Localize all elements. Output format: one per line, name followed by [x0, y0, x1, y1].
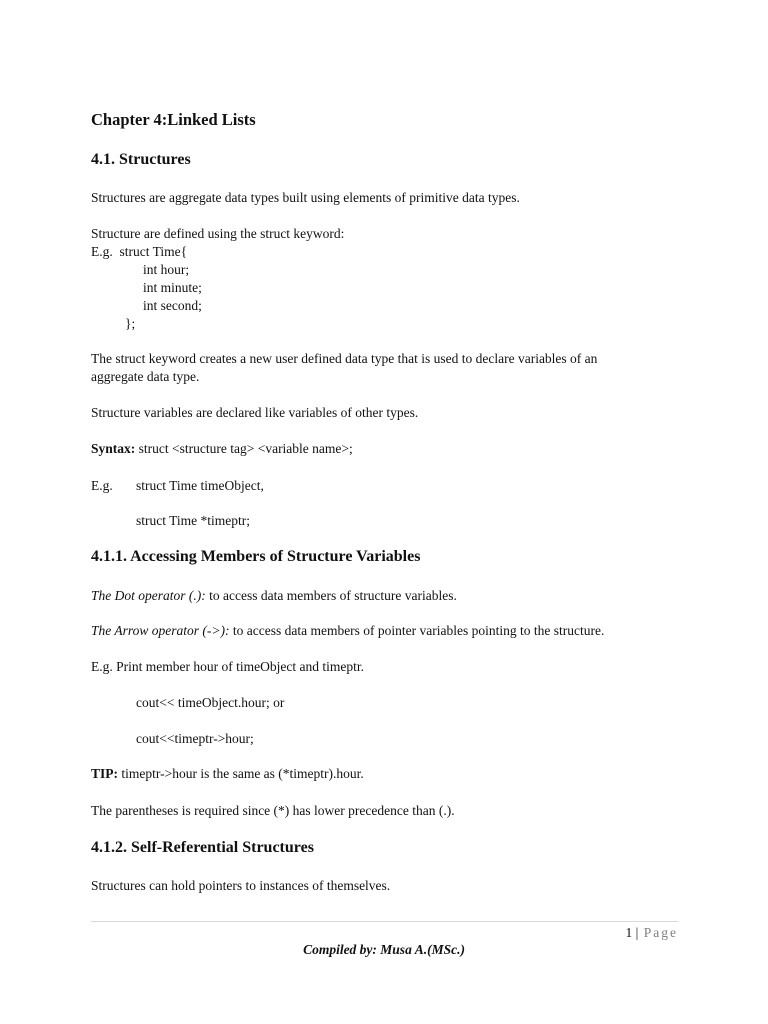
page-number-value: 1 | [625, 925, 639, 940]
code-line: int second; [143, 298, 202, 313]
page-word: Page [638, 925, 678, 940]
tip-label: TIP: [91, 766, 118, 781]
tip-text: timeptr->hour is the same as (*timeptr).hour. [118, 766, 364, 781]
code-line: cout<< timeObject.hour; or [136, 695, 285, 710]
chapter-title: Chapter 4:Linked Lists [91, 110, 256, 129]
page-number [626, 925, 678, 941]
syntax-label: Syntax: [91, 441, 136, 456]
example-line: struct Time *timeptr; [136, 513, 251, 528]
arrow-operator-text: to access data members of pointer variables pointing to the structure. [229, 623, 605, 638]
syntax-text: struct <structure tag> <variable name>; [135, 441, 353, 456]
example-line: struct Time timeObject, [136, 478, 264, 493]
section-heading-4-1-1: 4.1.1. Accessing Members of Structure Variables [91, 548, 421, 565]
document-page [91, 0, 681, 1024]
section-heading-4-1-2: 4.1.2. Self-Referential Structures [91, 839, 314, 856]
code-line: cout<<timeptr->hour; [136, 731, 254, 746]
arrow-operator-label: The Arrow operator (->): [91, 623, 230, 638]
footer-divider [91, 921, 678, 922]
code-line: int minute; [143, 280, 202, 295]
arrow-operator-line [91, 622, 604, 640]
paragraph: Structures are aggregate data types built using elements of primitive data types. [91, 190, 520, 205]
tip-line [91, 765, 364, 783]
paragraph: Structure are defined using the struct keyword: [91, 226, 345, 241]
footer-compiled-by: Compiled by: Musa A.(MSc.) [303, 942, 465, 957]
paragraph: aggregate data type. [91, 369, 200, 384]
code-line: E.g. struct Time{ [91, 244, 188, 259]
syntax-line [91, 440, 353, 458]
paragraph: Structure variables are declared like variables of other types. [91, 405, 419, 420]
example-label: E.g. [91, 478, 113, 493]
dot-operator-text: to access data members of structure variables. [205, 588, 457, 603]
dot-operator-label: The Dot operator (.): [91, 588, 206, 603]
paragraph: Structures can hold pointers to instances of themselves. [91, 878, 391, 893]
dot-operator-line [91, 587, 457, 605]
code-line: }; [125, 316, 136, 331]
code-line: int hour; [143, 262, 190, 277]
section-heading-4-1: 4.1. Structures [91, 151, 191, 168]
paragraph: The parentheses is required since (*) has lower precedence than (.). [91, 803, 455, 818]
paragraph: The struct keyword creates a new user defined data type that is used to declare variables of an [91, 351, 598, 366]
paragraph: E.g. Print member hour of timeObject and timeptr. [91, 659, 364, 674]
